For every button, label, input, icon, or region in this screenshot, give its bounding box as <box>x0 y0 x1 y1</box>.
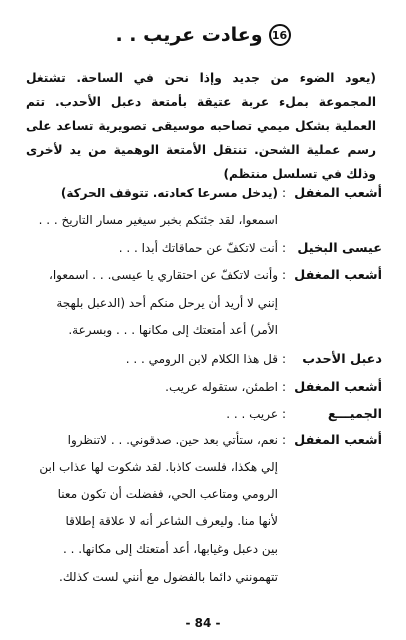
stage-direction: (يعود الضوء من جديد وإذا نحن في الساحة. تشتغل المجموعة بملء عربة عتيقة بأمتعة دعبل الأحدب. تتم العملية بشكل ميمي تصاحبه موسيقى تصويرية تساعد على رسم عملية الشحن. تنتقل الأمتعة الوهمية من يد لأخرى وذلك في تسلسل منتظم) <box>26 71 376 181</box>
dialogue-line: نعم، ستأتي بعد حين. صدقوني. . . لاتنظروا <box>67 433 278 447</box>
speaker-colon: : <box>281 186 286 200</box>
dialogue-row <box>22 433 382 457</box>
dialogue-row <box>22 514 382 538</box>
dialogue-row <box>22 213 382 237</box>
speaker-name: عيسى البخيل <box>297 241 382 256</box>
dialogue-row <box>22 352 382 376</box>
dialogue-line: وأنت لاتكفّ عن احتقاري يا عيسى. . . اسمعوا، <box>48 268 278 282</box>
dialogue-line: عريب . . . <box>226 407 278 421</box>
dialogue-row <box>22 241 382 265</box>
dialogue-line: قل هذا الكلام لابن الرومي . . . <box>125 352 278 366</box>
dialogue-row <box>22 542 382 566</box>
scene-number-badge: 16 <box>269 24 291 46</box>
page-number: - 84 - <box>185 616 221 630</box>
speaker-name: أشعب المغفل <box>294 268 382 283</box>
dialogue-line: اطمئن، ستقوله عريب. <box>165 380 278 394</box>
dialogue-line: الرومي ومتاعب الحي، ففضلت أن تكون معنا <box>57 487 278 501</box>
dialogue-row <box>22 323 382 347</box>
dialogue-line: إلي هكذا، فلست كاذبا. لقد شكوت لها عذاب ابن <box>39 460 278 474</box>
dialogue-row <box>22 487 382 511</box>
speaker-colon: : <box>281 407 286 421</box>
speaker-name: الجميـــع <box>327 407 382 422</box>
dialogue-line: لأنها منا. وليعرف الشاعر أنه لا علاقة إطلاقا <box>65 514 278 528</box>
speaker-colon: : <box>281 241 286 255</box>
scene-title <box>0 24 406 46</box>
dialogue-row <box>22 186 382 210</box>
dialogue-row <box>22 407 382 431</box>
speaker-colon: : <box>281 380 286 394</box>
dialogue-line: (يدخل مسرعا كعادته. تتوقف الحركة) <box>60 186 278 200</box>
dialogue-line: إنني لا أريد أن يرحل منكم أحد (الدعبل بلهجة <box>56 296 278 310</box>
speaker-name: أشعب المغفل <box>294 186 382 201</box>
speaker-name: أشعب المغفل <box>294 433 382 448</box>
speaker-name: دعبل الأحدب <box>302 352 382 367</box>
dialogue-row <box>22 460 382 484</box>
speaker-colon: : <box>281 352 286 366</box>
dialogue-row <box>22 570 382 594</box>
dialogue-line: الأمر) أعد أمتعتك إلى مكانها . . . وبسرعة. <box>68 323 278 337</box>
dialogue-line: بين دعبل وغيابها، أعد أمتعتك إلى مكانها. . . <box>63 542 278 556</box>
speaker-colon: : <box>281 433 286 447</box>
dialogue-row <box>22 268 382 292</box>
dialogue-line: اسمعوا، لقد جئتكم بخبر سيغير مسار التاريخ . . . <box>38 213 278 227</box>
speaker-name: أشعب المغفل <box>294 380 382 395</box>
dialogue-line: أنت لاتكفّ عن حماقاتك أبدا . . . <box>118 241 278 255</box>
dialogue-row <box>22 296 382 320</box>
dialogue-row <box>22 380 382 404</box>
scene-title-text: وعادت عريب . . <box>115 24 263 46</box>
speaker-colon: : <box>281 268 286 282</box>
dialogue-line: تتهمونني دائما بالفضول مع أنني لست كذلك. <box>59 570 278 584</box>
